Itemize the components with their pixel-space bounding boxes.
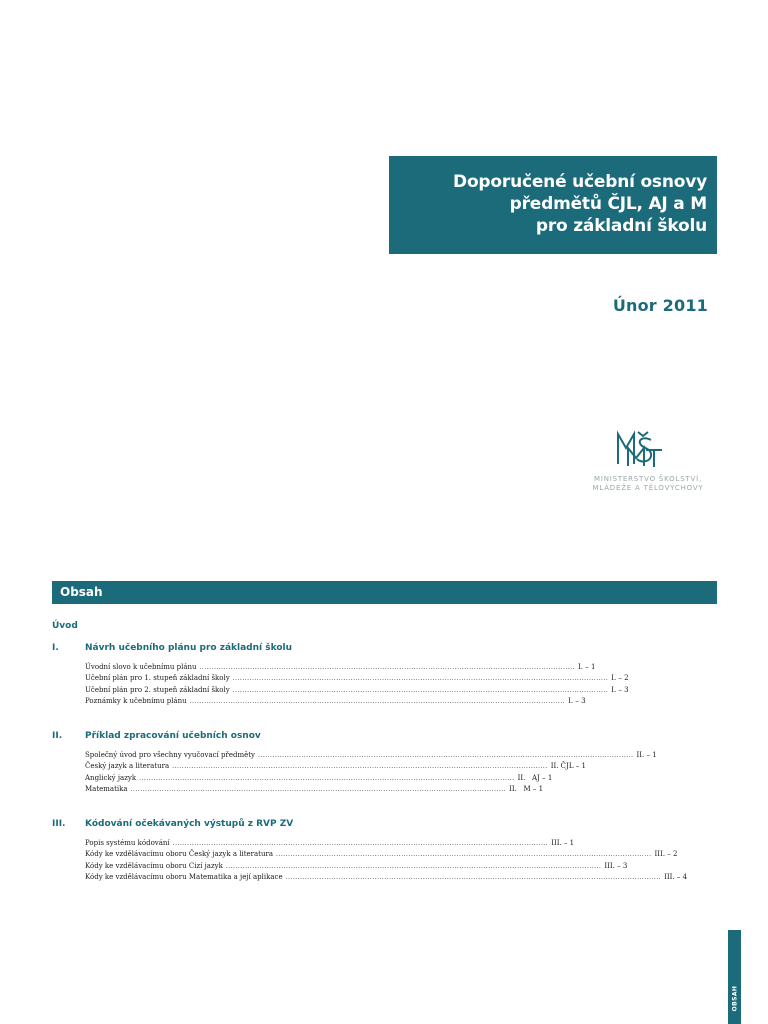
dot-leader: ............................................................................................................................................................ [139, 774, 515, 782]
section-number: III. [52, 819, 66, 829]
dot-leader: ............................................................................................................................................................ [258, 752, 634, 759]
toc-entry[interactable] [85, 872, 688, 883]
dot-leader: ............................................................................................................................................................ [189, 697, 566, 705]
dot-leader: ............................................................................................................................................................ [276, 851, 652, 859]
entry-page: I. – 3 [611, 685, 629, 694]
entry-page: II. – 1 [636, 751, 657, 759]
logo-caption-line-1: MINISTERSTVO ŠKOLSTVÍ, [594, 475, 702, 483]
entry-label: Popis systému kódování [85, 839, 170, 847]
section-title: Příklad zpracování učebních osnov [85, 731, 261, 741]
section-number: I. [52, 643, 59, 653]
toc-entry[interactable] [85, 861, 628, 872]
dot-leader: ............................................................................................................................................................ [232, 675, 609, 683]
title-line-1: Doporučené učební osnovy [453, 172, 707, 192]
entry-page: III. – 2 [654, 850, 678, 859]
publication-date: Únor 2011 [612, 296, 708, 315]
title-line-2: předmětů ČJL, AJ a M [509, 194, 707, 214]
dot-leader: ............................................................................................................................................................ [199, 664, 576, 671]
toc-section-3 [52, 819, 688, 881]
logo-caption-line-2: MLÁDEŽE A TĚLOVÝCHOVY [592, 484, 704, 492]
entry-label: Kódy ke vzdělávacímu oboru Matematika a její aplikace [85, 872, 283, 881]
dot-leader: ............................................................................................................................................................ [172, 763, 548, 771]
dot-leader: ............................................................................................................................................................ [232, 686, 609, 694]
toc-entry-list [85, 662, 629, 707]
toc-section-2 [52, 731, 657, 793]
toc-entry[interactable] [85, 685, 629, 696]
toc-entry[interactable] [85, 784, 544, 795]
entry-label: Učební plán pro 1. stupeň základní školy [85, 674, 230, 683]
toc-section-heading[interactable] [52, 643, 432, 657]
dot-leader: ............................................................................................................................................................ [225, 862, 602, 870]
toc-entry-list [85, 750, 657, 795]
entry-page: II. ČJL – 1 [550, 762, 586, 771]
entry-label: Český jazyk a literatura [85, 762, 170, 771]
entry-label: Matematika [85, 784, 128, 793]
logo-caption [583, 475, 713, 493]
entry-label: Úvodní slovo k učebnímu plánu [85, 663, 197, 671]
dot-leader: ............................................................................................................................................................ [130, 785, 507, 793]
toc-entry[interactable] [85, 696, 586, 707]
entry-page: III. – 4 [664, 872, 688, 881]
toc-entry[interactable] [85, 750, 657, 761]
toc-entry[interactable] [85, 662, 596, 673]
toc-entry-list [85, 838, 688, 883]
entry-label: Učební plán pro 2. stupeň základní školy [85, 685, 230, 694]
dot-leader: ............................................................................................................................................................ [172, 840, 549, 847]
section-title: Návrh učebního plánu pro základní školu [85, 643, 292, 653]
entry-page: III. – 1 [551, 839, 575, 847]
document-title-box [389, 156, 717, 254]
section-title: Kódování očekávaných výstupů z RVP ZV [85, 819, 294, 829]
entry-page: II. AJ – 1 [517, 773, 553, 782]
side-tab-label: OBSAH [731, 985, 738, 1012]
entry-label: Poznámky k učebnímu plánu [85, 696, 187, 705]
entry-page: III. – 3 [604, 861, 628, 870]
toc-intro-link[interactable]: Úvod [52, 621, 78, 631]
entry-page: I. – 2 [611, 674, 629, 683]
toc-entry[interactable] [85, 673, 629, 684]
toc-entry[interactable] [85, 849, 678, 860]
entry-page: I. – 3 [568, 696, 586, 705]
entry-label: Kódy ke vzdělávacímu oboru Český jazyk a literatura [85, 850, 274, 859]
toc-entry[interactable] [85, 838, 575, 849]
toc-section-heading[interactable] [52, 819, 432, 833]
entry-label: Anglický jazyk [85, 773, 137, 782]
toc-section-1 [52, 643, 629, 705]
title-line-3: pro základní školu [535, 216, 707, 236]
toc-heading: Obsah [60, 585, 103, 599]
toc-entry[interactable] [85, 773, 553, 784]
toc-section-heading[interactable] [52, 731, 432, 745]
toc-heading-bar [52, 581, 717, 604]
entry-label: Kódy ke vzdělávacímu oboru Cizí jazyk [85, 861, 223, 870]
toc-entry[interactable] [85, 761, 586, 772]
dot-leader: ............................................................................................................................................................ [285, 873, 662, 881]
entry-page: II. M – 1 [509, 784, 544, 793]
entry-page: I. – 1 [578, 663, 596, 671]
side-section-tab[interactable] [728, 930, 741, 1024]
section-number: II. [52, 731, 63, 741]
entry-label: Společný úvod pro všechny vyučovací předměty [85, 751, 255, 759]
